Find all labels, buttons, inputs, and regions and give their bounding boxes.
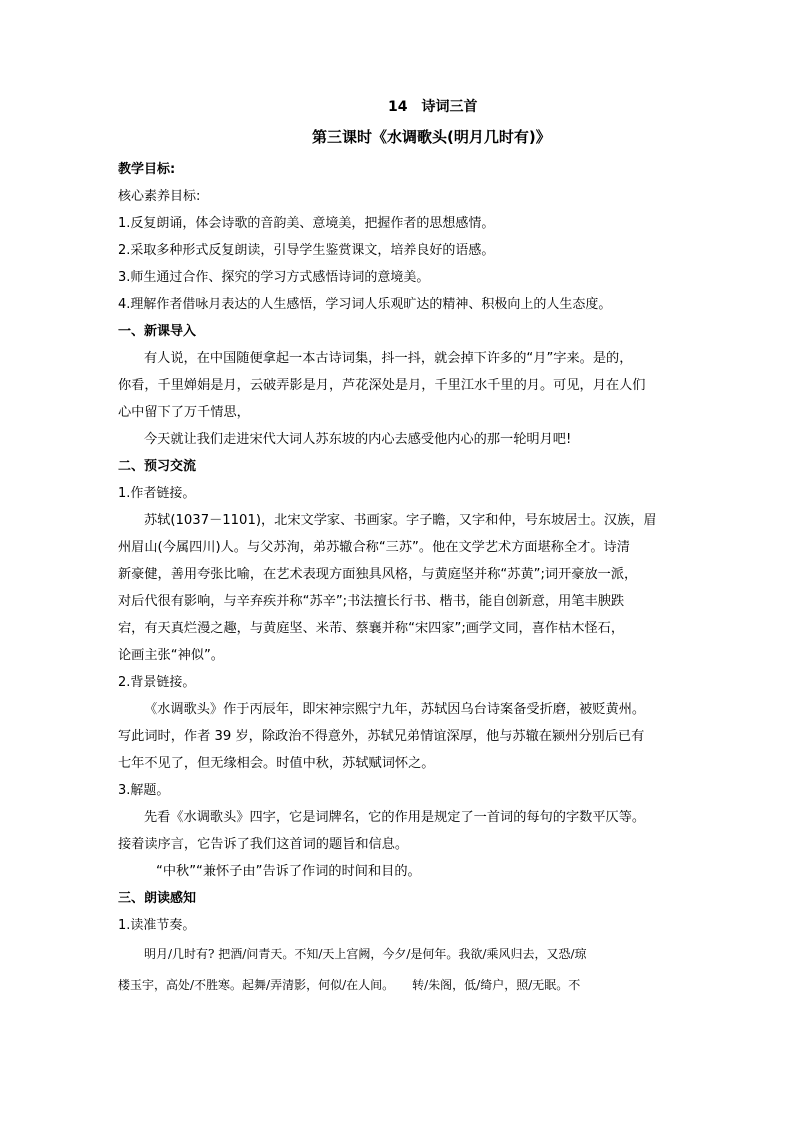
paragraph-line: 论画主张“神似”。 <box>118 648 224 663</box>
paragraph-line: 你看，千里婵娟是月，云破弄影是月，芦花深处是月，千里江水千里的月。可见，月在人们 <box>118 378 646 393</box>
objective-item: 4.理解作者借咏月表达的人生感悟，学习词人乐观旷达的精神、积极向上的人生态度。 <box>118 297 612 312</box>
rhythm-heading: 1.读准节奏。 <box>118 918 196 933</box>
paragraph-line: 苏轼(1037－1101)，北宋文学家、书画家。字子瞻，又字和仲，号东坡居士。汉族，眉 <box>144 513 657 528</box>
section-heading-intro: 一、新课导入 <box>118 324 197 339</box>
paragraph-line: 宕，有天真烂漫之趣，与黄庭坚、米芾、蔡襄并称“宋四家”;画学文同，喜作枯木怪石， <box>118 621 625 636</box>
poem-line: 明月/几时有? 把酒/问青天。不知/天上宫阙，今夕/是何年。我欲/乘风归去，又恐/琼 <box>144 947 587 961</box>
paragraph-line: 写此词时，作者 39 岁，除政治不得意外，苏轼兄弟情谊深厚，他与苏辙在颍州分别后已有 <box>118 729 645 744</box>
paragraph-line: 接着读序言，它告诉了我们这首词的题旨和信息。 <box>118 837 409 852</box>
author-heading: 1.作者链接。 <box>118 486 196 501</box>
paragraph-line: 先看《水调歌头》四字，它是词牌名，它的作用是规定了一首词的每句的字数平仄等。 <box>144 810 646 825</box>
paragraph-line: 有人说，在中国随便拿起一本古诗词集，抖一抖，就会掉下许多的“月”字来。是的， <box>144 351 633 366</box>
paragraph-line: 《水调歌头》作于丙辰年，即宋神宗熙宁九年，苏轼因乌台诗案备受折磨，被贬黄州。 <box>144 702 646 717</box>
solve-paragraph <box>118 804 678 885</box>
paragraph-line: 新豪健，善用夸张比喻，在艺术表现方面独具风格，与黄庭坚并称“苏黄”;词开豪放一派， <box>118 567 638 582</box>
document-body <box>118 156 678 1001</box>
lesson-title: 14 诗词三首 <box>388 99 478 115</box>
objective-item: 3.师生通过合作、探究的学习方式感悟诗词的意境美。 <box>118 270 430 285</box>
intro-paragraph <box>118 345 678 453</box>
section-heading-preview: 二、预习交流 <box>118 459 197 474</box>
paragraph-line: 心中留下了万千情思， <box>118 405 250 420</box>
paragraph-line: 州眉山(今属四川)人。与父苏洵，弟苏辙合称“三苏”。他在文学艺术方面堪称全才。诗清 <box>118 540 630 555</box>
poem-line: 楼玉宇，高处/不胜寒。起舞/弄清影，何似/在人间。 转/朱阁，低/绮户，照/无眠。不 <box>118 978 581 992</box>
paragraph-line: 对后代很有影响，与辛弃疾并称“苏辛”;书法擅长行书、楷书，能自创新意，用笔丰腴跌 <box>118 594 625 609</box>
paragraph-line: 今天就让我们走进宋代大词人苏东坡的内心去感受他内心的那一轮明月吧! <box>144 432 572 447</box>
objective-item: 2.采取多种形式反复朗读，引导学生鉴赏课文，培养良好的语感。 <box>118 243 495 258</box>
objectives-subheading: 核心素养目标: <box>118 189 201 204</box>
solve-heading: 3.解题。 <box>118 783 170 798</box>
paragraph-line: 七年不见了，但无缘相会。时值中秋，苏轼赋词怀之。 <box>118 756 435 771</box>
objective-item: 1.反复朗诵，体会诗歌的音韵美、意境美，把握作者的思想感情。 <box>118 216 495 231</box>
author-paragraph <box>118 507 678 669</box>
poem-text <box>118 939 678 1001</box>
background-heading: 2.背景链接。 <box>118 675 196 690</box>
lesson-subtitle: 第三课时《水调歌头(明月几时有)》 <box>312 128 551 146</box>
solve-quote: “中秋”“兼怀子由”告诉了作词的时间和目的。 <box>156 864 421 879</box>
section-heading-reading: 三、朗读感知 <box>118 891 197 906</box>
objectives-heading: 教学目标: <box>118 162 176 177</box>
background-paragraph <box>118 696 678 777</box>
